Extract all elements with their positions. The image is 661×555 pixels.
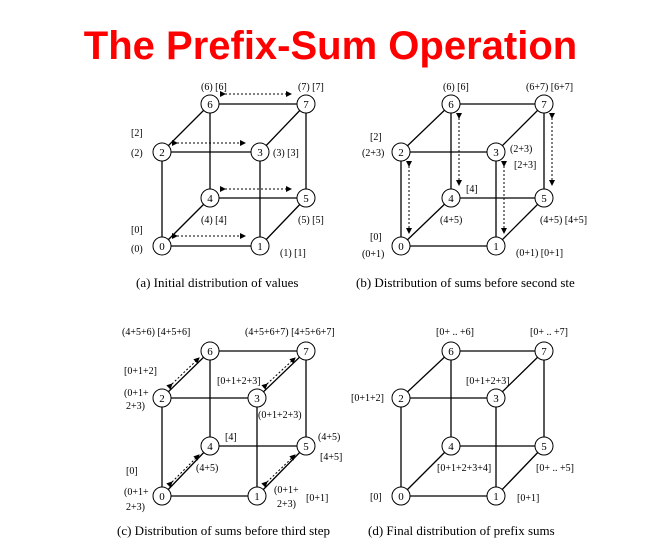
value-label: (4+5) xyxy=(196,463,219,474)
node-label: 2 xyxy=(398,393,404,405)
caption-d: (d) Final distribution of prefix sums xyxy=(368,523,555,538)
node-label: 4 xyxy=(207,441,213,453)
node-label: 6 xyxy=(207,346,213,358)
value-label: [0+1] xyxy=(306,493,329,504)
value-label: (3) [3] xyxy=(273,148,299,159)
panel-c xyxy=(117,327,342,538)
node-label: 3 xyxy=(493,393,499,405)
node-label: 1 xyxy=(257,241,263,253)
node-label: 0 xyxy=(159,491,165,503)
node-label: 1 xyxy=(493,491,499,503)
node-label: 3 xyxy=(254,393,260,405)
value-label: (0) xyxy=(131,244,143,255)
node-label: 2 xyxy=(159,393,165,405)
value-label: (4+5+6+7) [4+5+6+7] xyxy=(245,327,335,338)
value-label: [0+1+2+3+4] xyxy=(437,463,492,474)
value-label: (0+1+ xyxy=(274,485,299,496)
caption-c: (c) Distribution of sums before third step xyxy=(117,523,331,538)
node-label: 4 xyxy=(448,193,454,205)
node-label: 0 xyxy=(159,241,165,253)
node-label: 3 xyxy=(493,147,499,159)
node-label: 5 xyxy=(303,441,309,453)
value-label: (0+1+ xyxy=(124,388,149,399)
value-label: (7) [7] xyxy=(298,82,324,93)
node-label: 2 xyxy=(159,147,165,159)
node-label: 7 xyxy=(303,99,309,111)
node-label: 7 xyxy=(303,346,309,358)
value-label: (0+1+2+3) xyxy=(258,410,302,421)
value-label: [0+1+2+3] xyxy=(466,376,510,387)
node-label: 5 xyxy=(541,441,547,453)
value-label: (0+1+ xyxy=(124,487,149,498)
node-label: 0 xyxy=(398,491,404,503)
value-label: (4+5) xyxy=(318,432,341,443)
value-label: (0+1) xyxy=(362,249,385,260)
node-label: 2 xyxy=(398,147,404,159)
value-label: (2+3) xyxy=(510,144,533,155)
node-label: 6 xyxy=(448,99,454,111)
page-title: The Prefix-Sum Operation xyxy=(83,24,578,68)
caption-a: (a) Initial distribution of values xyxy=(136,275,299,290)
value-label: [0+ .. +5] xyxy=(536,463,574,474)
value-label: (4+5) xyxy=(440,215,463,226)
value-label: 2+3) xyxy=(126,502,145,513)
value-label: (5) [5] xyxy=(298,215,324,226)
value-label: [0+ .. +7] xyxy=(530,327,568,338)
node-label: 5 xyxy=(541,193,547,205)
value-label: [0+1+2] xyxy=(124,366,157,377)
value-label: 2+3) xyxy=(277,499,296,510)
panel-d xyxy=(351,327,574,538)
value-label: (6) [6] xyxy=(443,82,469,93)
value-label: [0] xyxy=(370,492,382,503)
value-label: [0] xyxy=(126,466,138,477)
node-label: 7 xyxy=(541,346,547,358)
value-label: [4] xyxy=(466,184,478,195)
value-label: [2+3] xyxy=(514,160,537,171)
panel-a xyxy=(131,82,324,290)
node-label: 4 xyxy=(448,441,454,453)
value-label: [0+1+2] xyxy=(351,393,384,404)
value-label: [2] xyxy=(131,128,143,139)
node-label: 6 xyxy=(207,99,213,111)
value-label: [0+1+2+3] xyxy=(217,376,261,387)
value-label: 2+3) xyxy=(126,401,145,412)
node-label: 1 xyxy=(493,241,499,253)
value-label: [4] xyxy=(225,432,237,443)
value-label: [0+1] xyxy=(517,493,540,504)
node-label: 4 xyxy=(207,193,213,205)
panel-b xyxy=(356,82,587,290)
value-label: (1) [1] xyxy=(280,248,306,259)
value-label: (4+5+6) [4+5+6] xyxy=(122,327,191,338)
value-label: (6+7) [6+7] xyxy=(526,82,574,93)
node-label: 6 xyxy=(448,346,454,358)
caption-b: (b) Distribution of sums before second ste xyxy=(356,275,575,290)
value-label: [2] xyxy=(370,132,382,143)
node-label: 0 xyxy=(398,241,404,253)
value-label: (2+3) xyxy=(362,148,385,159)
value-label: (4+5) [4+5] xyxy=(540,215,588,226)
node-label: 7 xyxy=(541,99,547,111)
value-label: [0] xyxy=(370,232,382,243)
value-label: (6) [6] xyxy=(201,82,227,93)
value-label: (4) [4] xyxy=(201,215,227,226)
value-label: (0+1) [0+1] xyxy=(516,248,564,259)
value-label: [0] xyxy=(131,225,143,236)
value-label: [0+ .. +6] xyxy=(436,327,474,338)
node-label: 1 xyxy=(254,491,260,503)
value-label: [4+5] xyxy=(320,452,343,463)
value-label: (2) xyxy=(131,148,143,159)
node-label: 3 xyxy=(257,147,263,159)
node-label: 5 xyxy=(303,193,309,205)
